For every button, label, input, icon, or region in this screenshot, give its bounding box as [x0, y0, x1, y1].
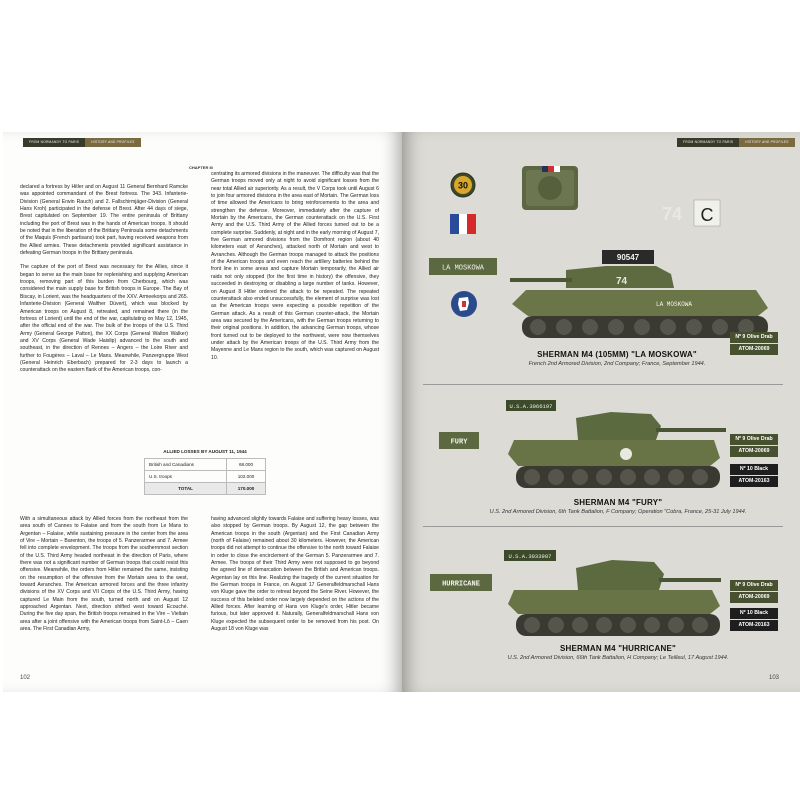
- table-row: [145, 459, 266, 471]
- profile-subtitle: French 2nd Armored Division, 2nd Company; France, September 1944.: [528, 361, 706, 367]
- french-flag-icon: [450, 214, 476, 234]
- row-value: 102.000: [227, 471, 266, 483]
- header-tag: FROM NORMANDY TO PARIS: [23, 138, 85, 147]
- header-section: HISTORY AND PROFILES: [85, 138, 140, 147]
- paragraph: having advanced slightly towards Falaise and suffering heavy losses, was also stopped by German troops. By August 12, the gap between the American troops in the south (Argentan) and the First Canadian Army (north of Falaise) remained about 30 kilometers. However, the American troops did not attempt to continue the offensive to the north toward Falaise in order to close the encirclement of the German 5. Panzerarmee and 7. Armee. The troops of their Third Army were not supposed to go beyond the agreed line of demarcation between the British and American troops. Argentan lay on this line. Realizing the tragedy of the current situation for the German troops in France, on August 17 Generalfeldmarschall Hans von Kluge gave the order to retreat beyond the Seine River. However, the success of this belated order now largely depended on the actions of the Allied forces. After learning of Hans von Kluge's order, Hitler became furious, but later approved it. Naturally, Generalfeldmarschall Hans von Kluge expected the subsequent order to be removed from his post. On August 18 von Kluge was: [211, 516, 379, 633]
- paint-chip-black: [730, 608, 778, 619]
- paragraph: centrating its armored divisions in the maneuver. The difficulty was that the German troops moved only at night to avoid significant losses from the near total Allied air superiority. As a result, the V Corps took until August 6 to join four armored divisions in the area east of Mortain. The German loss of time allowed the Americans to bring reinforcements to the area and strengthen the defense. Moreover, immediately after the capture of Mortain by the Americans, the German counterattack on the U.S. First Army and the U.S. Third Army of the Allied forces turned out to be a complete surprise. Suddenly, at night and in the early morning of August 7, five German armored divisions from the Domfront region (about 40 kilometers east of Avranches), attacked north of Mortain and west to Avranches. Although the German troops managed to attack the positions of the American troops and even reach the artillery batteries behind the front line in some areas and capture Mortain temporarily, the Allied air raids not only stopped (for the first time in history) the offensive, they succeeded in destroying or disabling a large number of tanks. However, on August 8 Hitler ordered the attack to be repeated. The repeated counterattack also ended unsuccessfully, the element of surprise was lost as the American troops were expecting a possible repetition of the German attack. As a result of this German counter-attack, the Mortain area was secured by the Americans, with the German troops returning to their original positions. In addition, the advancing German troops, whose front turned out to be deployed to the northwest, were now themselves under attack by the American troops of the U.S. Third Army from the Mayenne and Le Mans region to the south, which was captured on August 10.: [211, 171, 379, 361]
- tank-serial: U.S.A.3033987: [508, 553, 552, 560]
- tank-profile-hurricane: [504, 534, 726, 644]
- paint-chip-ref: [730, 620, 778, 631]
- paint-code: Nº 9 Olive Drab: [735, 436, 773, 442]
- row-value: 68.000: [227, 459, 266, 471]
- header-tag: FROM NORMANDY TO PARIS: [677, 138, 739, 147]
- turret-top-view: [518, 162, 582, 214]
- section-divider: [423, 526, 783, 527]
- paint-code: Nº 10 Black: [739, 610, 769, 616]
- text-column-3: [20, 516, 188, 641]
- running-header: [23, 138, 141, 147]
- name-plate-fury: [439, 432, 479, 449]
- row-label: British and Canadians: [145, 459, 227, 471]
- profile-caption-3: [458, 644, 778, 661]
- paint-chip-ref: [730, 476, 778, 487]
- running-header: [677, 138, 795, 147]
- name-plate-text: LA MOSKOWA: [441, 264, 485, 273]
- paint-chip-olive-drab: [730, 580, 778, 591]
- paint-ref: ATOM-20163: [738, 622, 770, 628]
- paint-ref: ATOM-20069: [738, 594, 770, 600]
- table-title: ALLIED LOSSES BY AUGUST 11, 1944: [163, 449, 247, 454]
- total-value: 170.000: [227, 483, 266, 495]
- profile-title: SHERMAN M4 "FURY": [573, 498, 663, 507]
- profile-subtitle: U.S. 2nd Armored Division, 6th Tank Battalion, F Company; Operation "Cobra, France, 25-31 July 1944.: [489, 509, 747, 515]
- paint-code: Nº 9 Olive Drab: [735, 582, 773, 588]
- text-column-4: [211, 516, 379, 641]
- hull-name: LA MOSKOWA: [656, 301, 693, 308]
- paint-code: Nº 10 Black: [739, 466, 769, 472]
- row-label: U.S. troops: [145, 471, 227, 483]
- text-column-2: [211, 171, 379, 369]
- name-plate-la-moskowa: [429, 258, 497, 275]
- paint-chip-ref: [730, 446, 778, 457]
- tank-serial: 90547: [616, 253, 640, 262]
- allied-losses-table: [144, 449, 266, 495]
- total-label: TOTAL: [145, 483, 227, 495]
- section-divider: [423, 384, 783, 385]
- paint-chip-ref: [730, 344, 778, 355]
- left-page: [3, 132, 402, 692]
- text-column-1: [20, 184, 188, 382]
- table-total-row: [145, 483, 266, 495]
- page-number-left: 102: [20, 675, 31, 681]
- paint-chip-olive-drab: [730, 332, 778, 343]
- profile-title: SHERMAN M4 "HURRICANE": [560, 644, 676, 653]
- paint-ref: ATOM-20069: [738, 346, 770, 352]
- paint-chip-black: [730, 464, 778, 475]
- division-emblem-icon: [450, 290, 478, 318]
- name-plate-text: FURY: [450, 438, 468, 447]
- paint-ref: ATOM-20069: [738, 448, 770, 454]
- paragraph: With a simultaneous attack by Allied forces from the northeast from the area south of Cannes to Falaise and from the south from Le Mans to Argentan – Falaise, while sustaining pressure in the center from the area of Vire – Mortain – Barenton, the troops of 5. Panzerarmee and 7. Armee fell into complete envelopment. The troops from the southernmost section of the U.S. Third Army headed northeast in the direction of Paris, where there was not a significant number of German troops that could resist this offensive. Meanwhile, the orders from Hitler remained the same, insisting on the resumption of the offensive from the Mortain area to the west, toward Avranches. The American armored forces and the three infantry divisions of the XV Corps and VII Corps of the U.S. Third Army, having captured Le Main from the south, turned north and on August 12 approached Argentan. Next, direction shifted west toward Ecouché. During the five day span, the British troops remained in the Vire – Vieltain area after a joint offensive with the American troops from Saint-Lô – Caen area. The First Canadian Army,: [20, 516, 188, 633]
- right-page: [402, 132, 800, 692]
- marking-74: 74: [661, 204, 683, 224]
- paint-code: Nº 9 Olive Drab: [735, 334, 773, 340]
- badge-number: 30: [457, 180, 469, 191]
- turret-number: 74: [616, 276, 628, 287]
- header-section: HISTORY AND PROFILES: [739, 138, 794, 147]
- name-plate-hurricane: [430, 574, 492, 591]
- profile-caption-1: [497, 350, 737, 367]
- profile-title: SHERMAN M4 (105MM) "LA MOSKOWA": [537, 350, 697, 359]
- tank-profile-fury: [506, 388, 726, 498]
- paint-chip-ref: [730, 592, 778, 603]
- profile-caption-2: [458, 498, 778, 515]
- page-number-right: 103: [769, 675, 780, 681]
- paint-ref: ATOM-20163: [738, 478, 770, 484]
- book-spread: [3, 132, 800, 692]
- paint-chip-olive-drab: [730, 434, 778, 445]
- table-row: [145, 471, 266, 483]
- tank-serial: U.S.A.3066197: [509, 403, 553, 410]
- profile-subtitle: U.S. 2nd Armored Division, 66th Tank Battalion, H Company; Le Teilleul, 17 August 1944.: [507, 655, 729, 661]
- markings-74-c: [656, 198, 724, 228]
- division-number-badge: [450, 172, 476, 198]
- name-plate-text: HURRICANE: [442, 580, 480, 589]
- paragraph: declared a fortress by Hitler and on August 11 General Bernhard Ramcke was appointed commandant of the Brest fortress. The 343. Infanterie-Division (General Erwin Rauch) and 2. Fallschirmjäger-Division (General Hans Kroh) participated in the defense of Brest. After 44 days of siege, Brest capitulated on September 19. The entire peninsula of Brittany including the port of Brest was in the hands of American troops. It should be noted that in the liberation of the Brittany Peninsula some detachments of the Maquis (French partisans) took part, having received weapons from the Allied armies. These detachments provided significant assistance in defeating German troops in the Brittany peninsula.: [20, 184, 188, 257]
- marking-c: C: [700, 205, 714, 225]
- chapter-label: CHAPTER III: [189, 165, 213, 170]
- paragraph: The capture of the port of Brest was necessary for the Allies, since it began to serve as the main base for replenishing and supplying American troops, removing part of this burden from Cherbourg, which was considered the main supply base for British troops in Europe. The Bay of Biscay, in Lorient, was the headquarters of the XXV. Armeekorps and 265. Infanterie-Division (General Walther Düvert), which was blocked by American troops on August 8, retreated, and remained there (in the fortress of Lorient) until the end of the war, capitulating on May 12, 1945, after the official end of the war. The bulk of the troops of the U.S. Third Army (General George Patton), the XX Corps (General Walton Walker) and XV Corps (General Wade Haislip) advanced to the south and southeast, in the direction of Rennes – Angers – the Loire River and further to Fougères – Laval – Le Mans. Meanwhile, Panzergruppe West (General Heinrich Eberbach) prepared for 2-3 days to launch a counterattack on the eastern flank of the American troops, con-: [20, 264, 188, 374]
- tank-profile-la-moskowa: [506, 244, 774, 344]
